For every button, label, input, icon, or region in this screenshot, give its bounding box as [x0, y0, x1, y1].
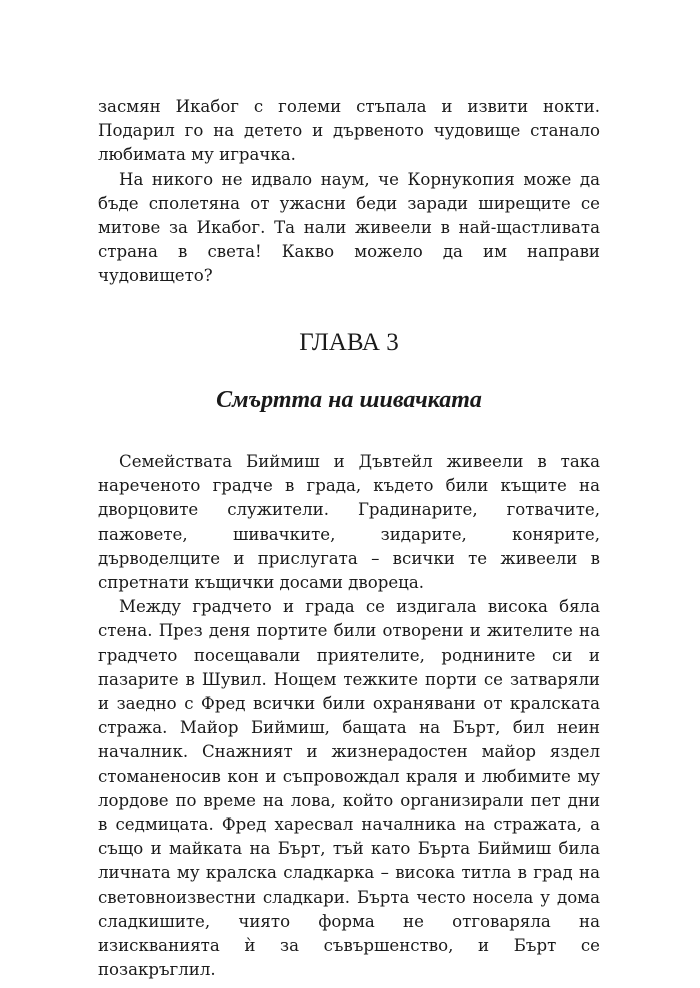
- paragraph: Семействата Биймиш и Дъвтейл живеели в така нареченото градче в града, където били къщите на дворцовите служители. Градинарите, готвачите, пажовете, шивачките, зидарите, конярите, дърводелците и прислугата – всички те живеели в спретнати къщички досами двореца.: [98, 452, 600, 593]
- chapter-heading: ГЛАВА 3: [299, 329, 399, 356]
- previous-chapter-ending: [98, 95, 600, 289]
- paragraph: засмян Икабог с големи стъпала и извити нокти. Подарил го на детето и дървеното чудовище станало любимата му играчка.: [98, 97, 600, 165]
- chapter-body: [98, 450, 600, 982]
- paragraph: Между градчето и града се издигала висока бяла стена. През деня портите били отворени и жителите на градчето посещавали приятелите, роднините си и пазарите в Шувил. Нощем тежките порти се затваряли и заедно с Фред всички били охранявани от кралската стража. Майор Биймиш, бащата на Бърт, бил неин началник. Снажният и жизнерадостен майор яздел стоманеносив кон и съпровождал краля и любимите му лордове по време на лова, който организирали пет дни в седмицата. Фред харесвал началника на стражата, а също и майката на Бърт, тъй като Бърта Биймиш била личната му кралска сладкарка – висока титла в град на световноизвестни сладкари. Бърта често носела у дома сладкишите, чиято форма не отговаряла на изискванията ѝ за съвършенство, и Бърт се позакръглил.: [98, 597, 600, 980]
- chapter-title: Смъртта на шивачката: [216, 387, 482, 413]
- paragraph: На никого не идвало наум, че Корнукопия може да бъде сполетяна от ужасни беди заради ширещите се митове за Икабог. Та нали живеели в най-щастливата страна в света! Какво можело да им направи чудовището?: [98, 169, 600, 286]
